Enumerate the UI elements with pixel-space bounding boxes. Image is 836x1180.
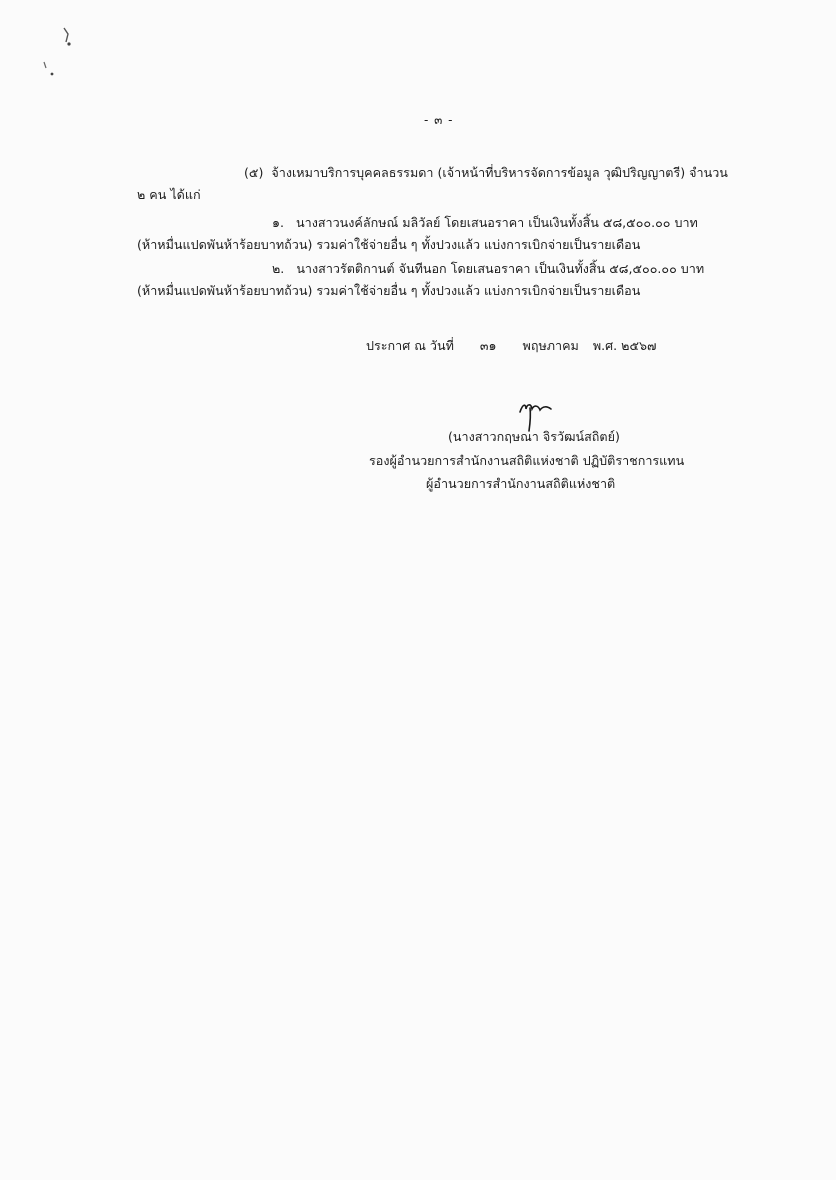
- date-day: ๓๑: [479, 338, 497, 353]
- item-2-line-1: [272, 260, 704, 278]
- clause-line-1: [244, 164, 728, 182]
- item-2-line-2: (ห้าหมื่นแปดพันห้าร้อยบาทถ้วน) รวมค่าใช้จ่ายอื่น ๆ ทั้งปวงแล้ว แบ่งการเบิกจ่ายเป็นรายเดือน: [137, 283, 641, 298]
- scan-specks: [40, 24, 80, 84]
- clause-line-2: ๒ คน ได้แก่: [137, 187, 201, 202]
- signatory-name: (นางสาวกฤษณา จิรวัฒน์สถิตย์): [448, 429, 620, 444]
- announcement-date: [366, 337, 656, 355]
- item-1-line-1: [272, 214, 698, 232]
- item-1-line-2: (ห้าหมื่นแปดพันห้าร้อยบาทถ้วน) รวมค่าใช้จ่ายอื่น ๆ ทั้งปวงแล้ว แบ่งการเบิกจ่ายเป็นรายเดือน: [137, 237, 641, 252]
- item-2-number: ๒.: [272, 261, 285, 276]
- clause-number: (๕): [244, 165, 264, 180]
- date-prefix: ประกาศ ณ วันที่: [366, 338, 454, 353]
- date-month: พฤษภาคม: [522, 338, 579, 353]
- page-number: - ๓ -: [424, 113, 454, 127]
- signatory-position-1: รองผู้อำนวยการสำนักงานสถิติแห่งชาติ ปฏิบัติราชการแทน: [369, 453, 685, 468]
- date-year: พ.ศ. ๒๕๖๗: [592, 338, 657, 353]
- clause-text: จ้างเหมาบริการบุคคลธรรมดา (เจ้าหน้าที่บริหารจัดการข้อมูล วุฒิปริญญาตรี) จำนวน: [271, 165, 728, 180]
- item-2-text: นางสาวรัตติกานต์ จันทีนอก โดยเสนอราคา เป็นเงินทั้งสิ้น ๕๘,๕๐๐.๐๐ บาท: [296, 261, 705, 276]
- item-1-text: นางสาวนงค์ลักษณ์ มลิวัลย์ โดยเสนอราคา เป็นเงินทั้งสิ้น ๕๘,๕๐๐.๐๐ บาท: [296, 215, 698, 230]
- item-1-number: ๑.: [272, 215, 284, 230]
- signatory-position-2: ผู้อำนวยการสำนักงานสถิติแห่งชาติ: [426, 476, 616, 491]
